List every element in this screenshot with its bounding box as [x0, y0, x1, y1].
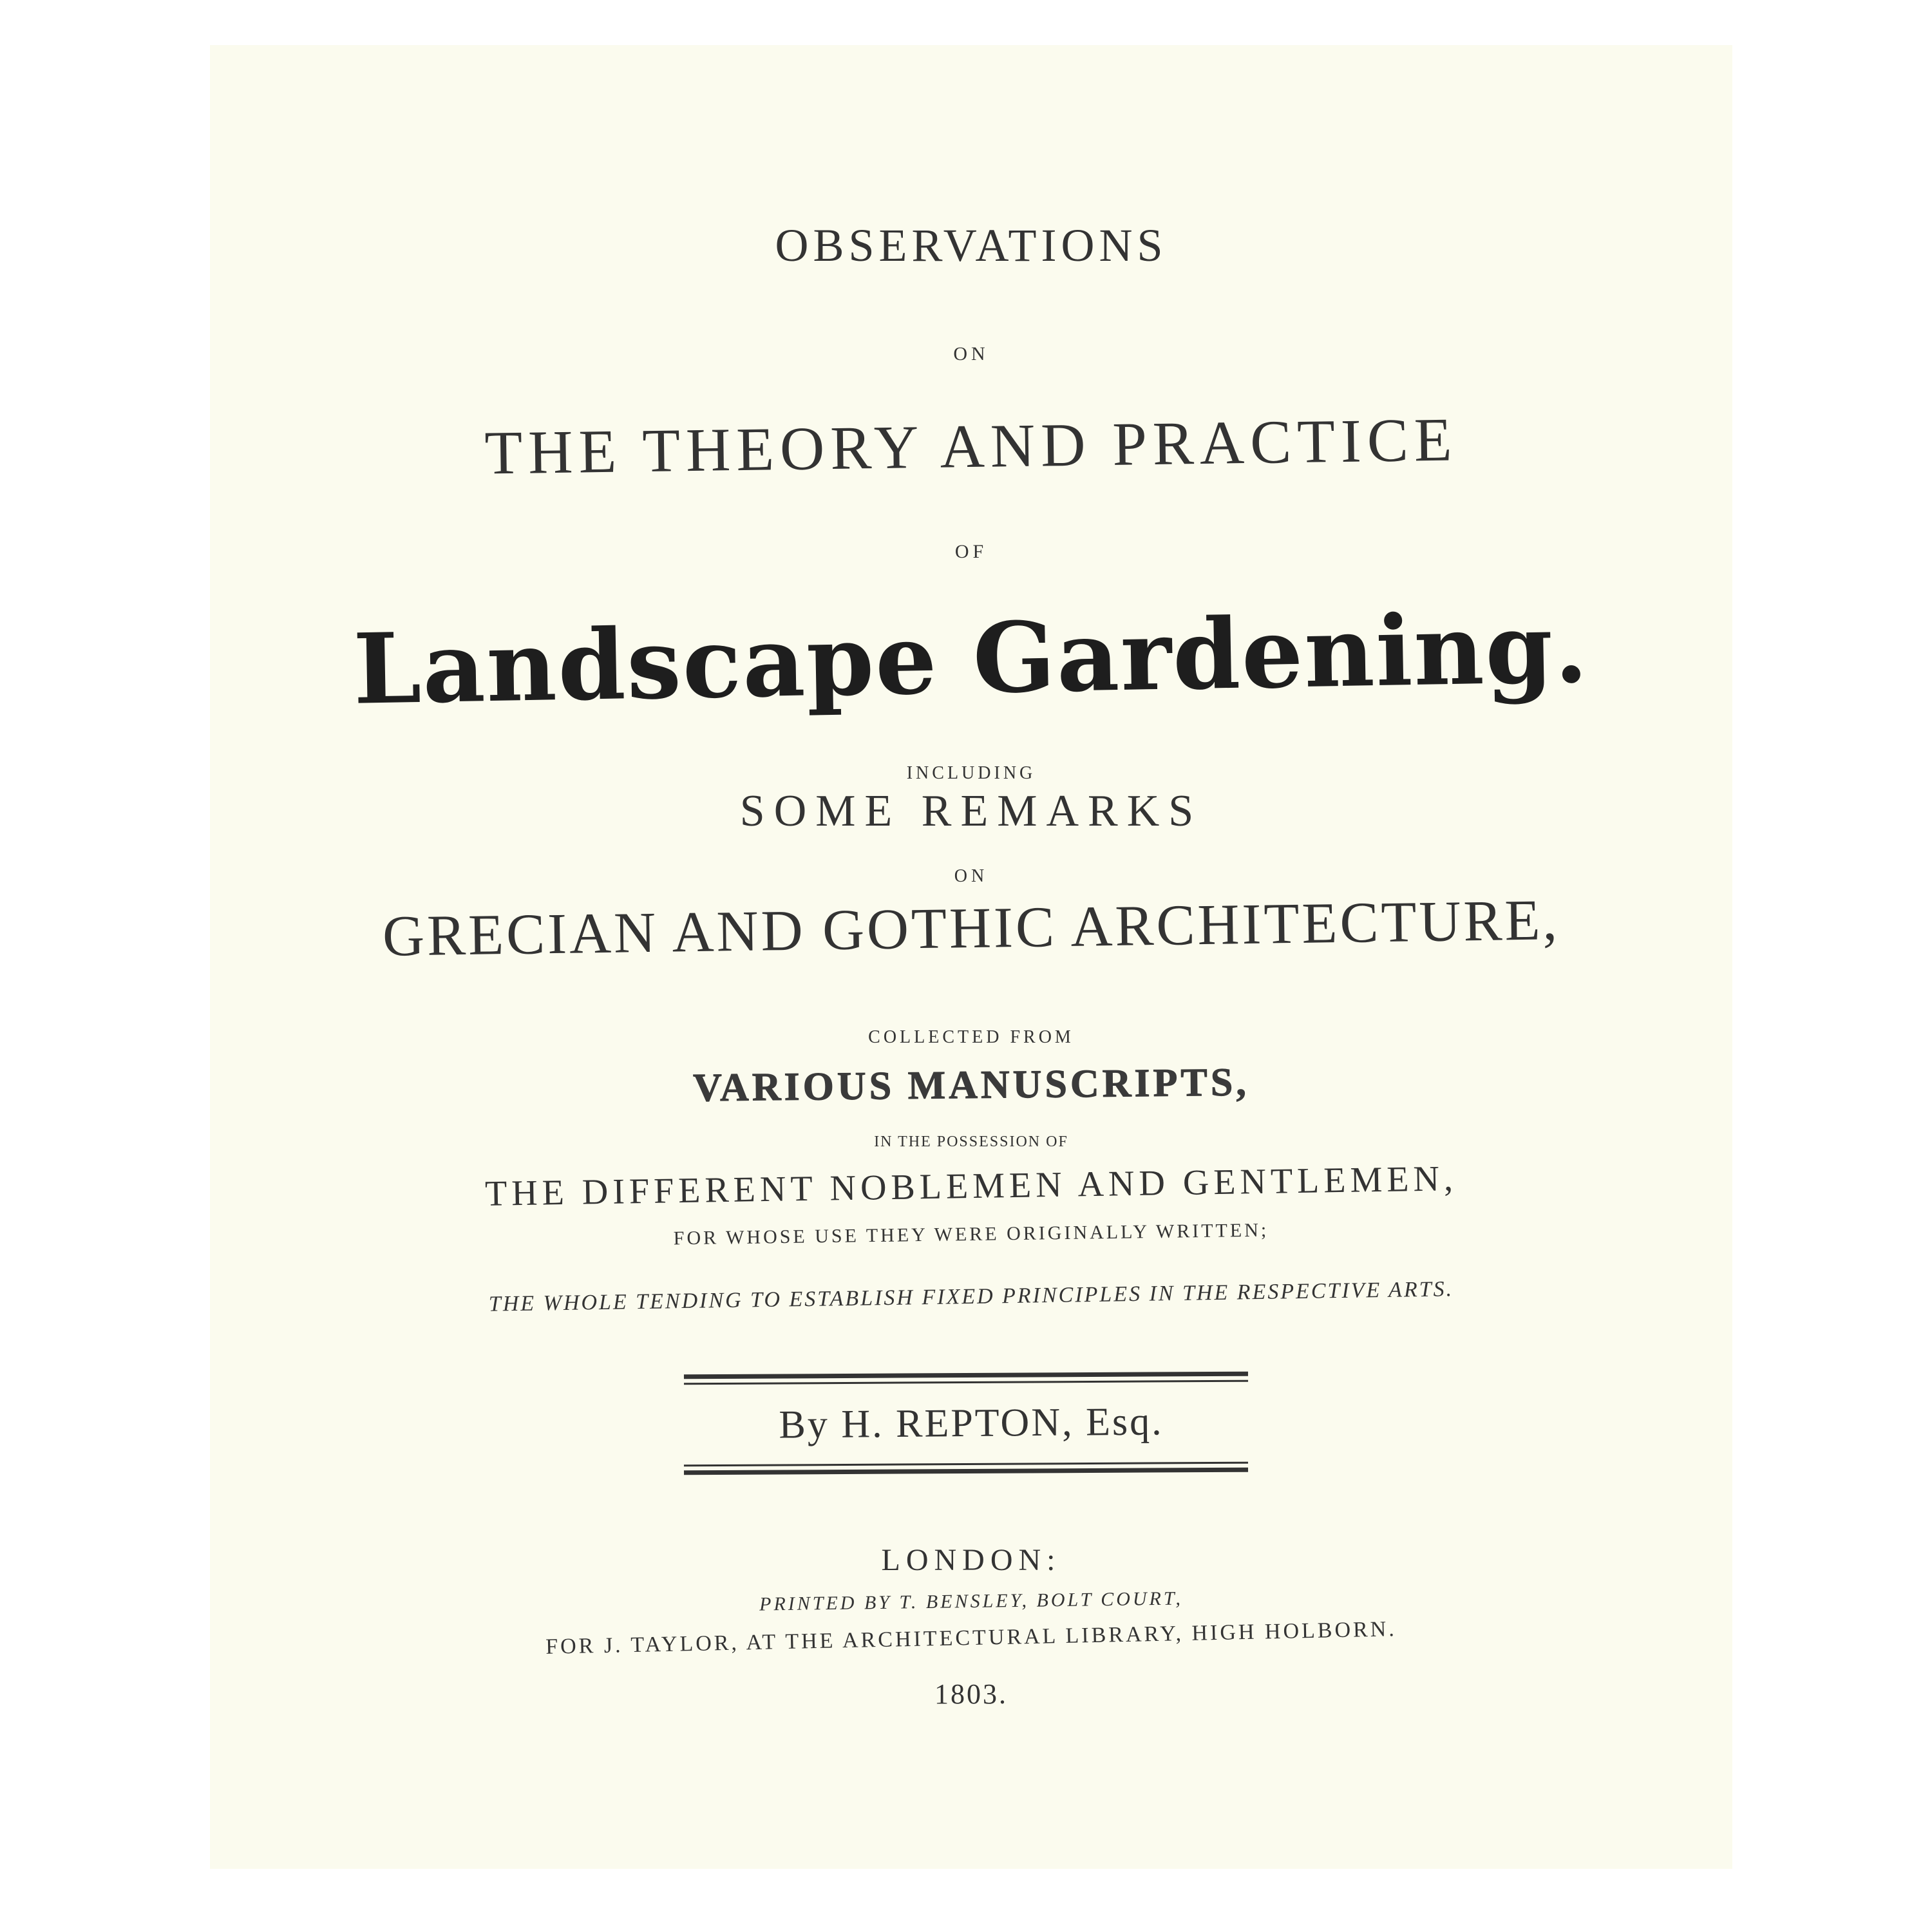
connector-on-2: ON	[954, 866, 989, 886]
imprint-printer: PRINTED BY T. BENSLEY, BOLT COURT,	[759, 1587, 1184, 1615]
author-line: By H. REPTON, Esq.	[779, 1399, 1164, 1447]
subtitle-fixed-principles: THE WHOLE TENDING TO ESTABLISH FIXED PRINCIPLES IN THE RESPECTIVE ARTS.	[488, 1277, 1454, 1316]
connector-possession: IN THE POSSESSION OF	[874, 1133, 1068, 1150]
title-landscape-gardening: Landscape Gardening.	[352, 591, 1590, 726]
title-page	[210, 45, 1732, 1869]
double-rule-top	[684, 1372, 1248, 1385]
connector-on: ON	[953, 343, 989, 365]
imprint-year: 1803.	[934, 1678, 1008, 1710]
imprint-publisher: FOR J. TAYLOR, AT THE ARCHITECTURAL LIBRARY, HIGH HOLBORN.	[545, 1617, 1397, 1659]
connector-including: INCLUDING	[906, 763, 1036, 783]
title-observations: OBSERVATIONS	[775, 220, 1168, 271]
double-rule-bottom	[684, 1462, 1248, 1475]
subtitle-originally-written: FOR WHOSE USE THEY WERE ORIGINALLY WRITTEN;	[673, 1219, 1269, 1249]
connector-of: OF	[954, 541, 988, 562]
connector-collected-from: COLLECTED FROM	[868, 1027, 1074, 1047]
subtitle-noblemen-gentlemen: THE DIFFERENT NOBLEMEN AND GENTLEMEN,	[484, 1159, 1458, 1214]
imprint-place: LONDON:	[881, 1543, 1061, 1577]
subtitle-various-manuscripts: VARIOUS MANUSCRIPTS,	[692, 1060, 1250, 1110]
subtitle-some-remarks: SOME REMARKS	[739, 786, 1203, 836]
title-theory-and-practice: THE THEORY AND PRACTICE	[484, 404, 1459, 488]
subtitle-grecian-gothic: GRECIAN AND GOTHIC ARCHITECTURE,	[382, 888, 1560, 969]
